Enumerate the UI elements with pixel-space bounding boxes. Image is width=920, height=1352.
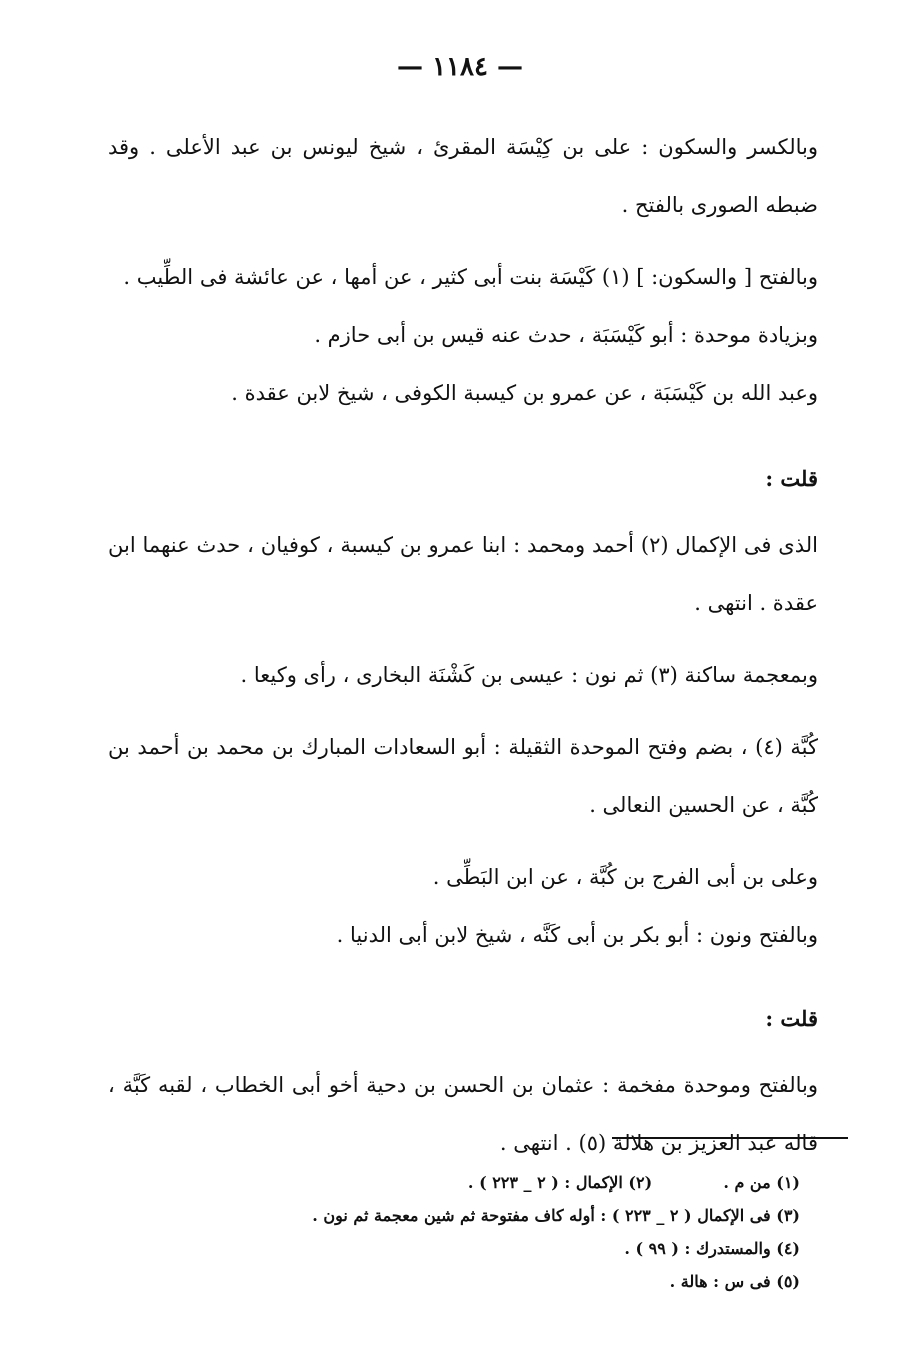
footnote: (٢) الإكمال : ( ٢ _ ٢٢٣ ) .	[467, 1173, 653, 1192]
footnote: (٥) فى س : هالة .	[669, 1272, 800, 1291]
paragraph: وبالفتح ونون : أبو بكر بن أبى كَنَّه ، شيخ لابن أبى الدنيا .	[336, 923, 818, 947]
main-text	[108, 118, 818, 1172]
footnote-row	[200, 1166, 800, 1199]
section-heading: قلت :	[765, 466, 818, 491]
footnote: (١) من م .	[723, 1173, 800, 1192]
footnote: (٤) والمستدرك : ( ٩٩ ) .	[624, 1239, 800, 1258]
paragraph: وبزيادة موحدة : أبو كَيْسَبَة ، حدث عنه قيس بن أبى حازم .	[314, 323, 818, 347]
page-number: — ١١٨٤ —	[397, 52, 523, 82]
paragraph: وبالكسر والسكون : على بن كِيْسَة المقرئ ، شيخ ليونس بن عبد الأعلى . وقد ضبطه الصورى بالفتح .	[108, 135, 818, 217]
paragraph: وبالفتح [ والسكون: ] (١) كَيْسَة بنت أبى كثير ، عن أمها ، عن عائشة فى الطِّيب .	[123, 265, 818, 289]
paragraph: وبمعجمة ساكنة (٣) ثم نون : عيسى بن كَشْنَة البخارى ، رأى وكيعا .	[240, 663, 818, 687]
paragraph: وبالفتح وموحدة مفخمة : عثمان بن الحسن بن دحية أخو أبى الخطاب ، لقبه كَبَّة ، قاله عبد العزيز بن هلالة (٥) . انتهى .	[108, 1073, 818, 1155]
paragraph: وعلى بن أبى الفرج بن كُبَّة ، عن ابن البَطِّى .	[432, 865, 818, 889]
footnote-separator	[612, 1137, 848, 1139]
footnotes	[200, 1166, 800, 1298]
paragraph: وعبد الله بن كَيْسَبَة ، عن عمرو بن كيسبة الكوفى ، شيخ لابن عقدة .	[231, 381, 818, 405]
footnote: (٣) فى الإكمال ( ٢ _ ٢٢٣ ) : أوله كاف مفتوحة ثم شين معجمة ثم نون .	[312, 1206, 800, 1225]
paragraph: كُبَّة (٤) ، بضم وفتح الموحدة الثقيلة : أبو السعادات المبارك بن محمد بن أحمد بن كُبَّة ، عن الحسين النعالى .	[108, 735, 818, 817]
section-heading: قلت :	[765, 1006, 818, 1031]
paragraph: الذى فى الإكمال (٢) أحمد ومحمد : ابنا عمرو بن كيسبة ، كوفيان ، حدث عنهما ابن عقدة . انتهى .	[108, 533, 818, 615]
